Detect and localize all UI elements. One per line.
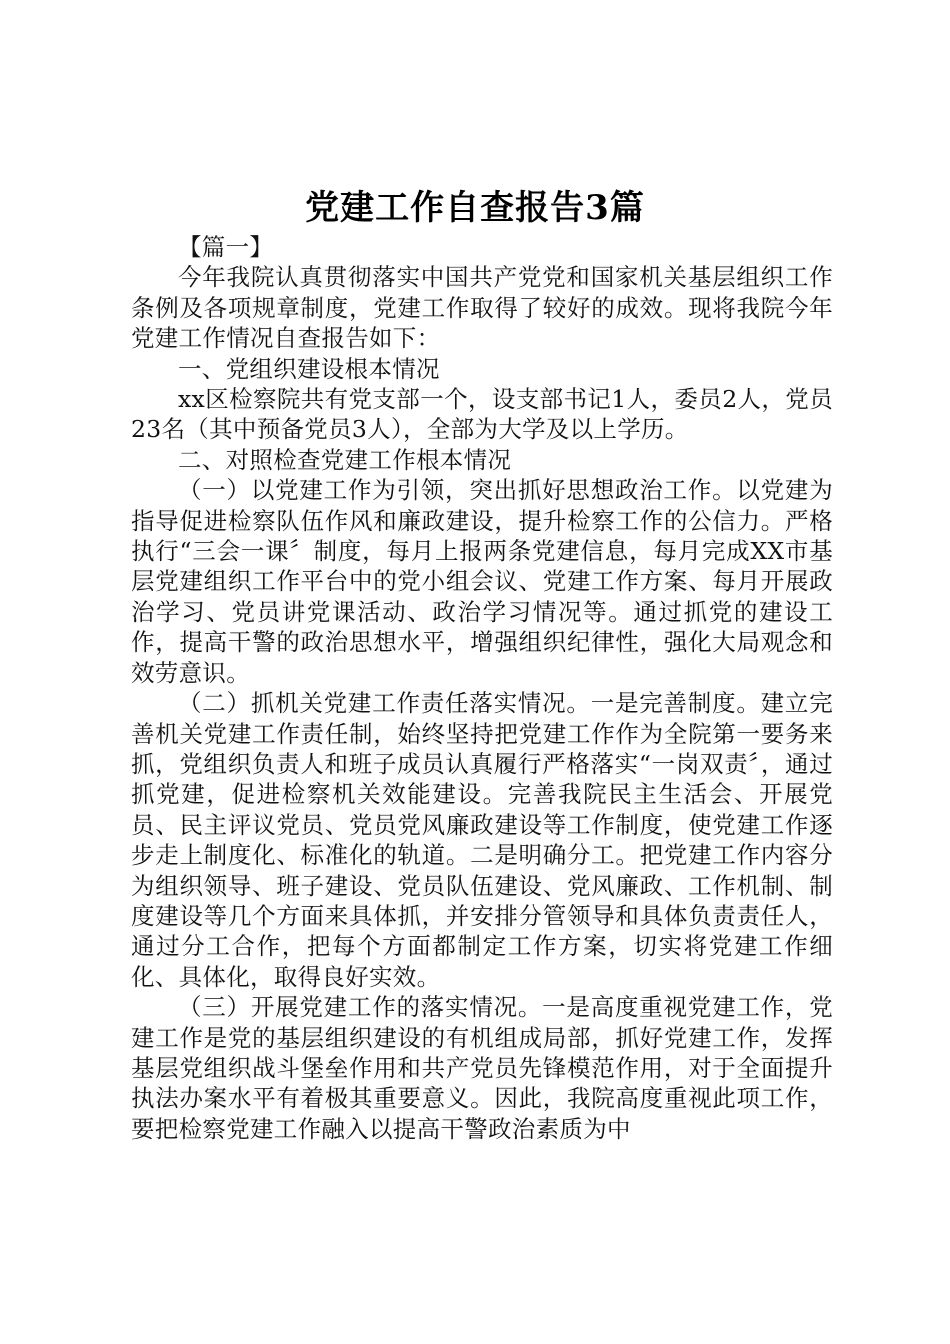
paragraph-item-2: （二）抓机关党建工作责任落实情况。一是完善制度。建立完善机关党建工作责任制，始终坚持把党建工作作为全院第一要务来抓，党组织负责人和班子成员认真履行严格落实“一岗双责〞，通过抓党建，促进检察机关效能建设。完善我院民主生活会、开展党员、民主评议党员、党员党风廉政建设等工作制度，使党建工作逐步走上制度化、标准化的轨道。二是明确分工。把党建工作内容分为组织领导、班子建设、党员队伍建设、党风廉政、工作机制、制度建设等几个方面来具体抓，并安排分管领导和具体负责责任人，通过分工合作，把每个方面都制定工作方案，切实将党建工作细化、具体化，取得良好实效。 <box>131 689 833 991</box>
document-title: 党建工作自查报告3篇 <box>305 188 645 228</box>
paragraph-item-1: （一）以党建工作为引领，突出抓好思想政治工作。以党建为指导促进检察队伍作风和廉政建设，提升检察工作的公信力。严格执行“三会一课〞制度，每月上报两条党建信息，每月完成XX市基层党建组织工作平台中的党小组会议、党建工作方案、每月开展政治学习、党员讲党课活动、政治学习情况等。通过抓党的建设工作，提高干警的政治思想水平，增强组织纪律性，强化大局观念和效劳意识。 <box>131 476 833 687</box>
section-marker: 【篇一】 <box>178 233 274 261</box>
document-body <box>131 232 833 1144</box>
paragraph-item-3: （三）开展党建工作的落实情况。一是高度重视党建工作，党建工作是党的基层组织建设的有机组成局部，抓好党建工作，发挥基层党组织战斗堡垒作用和共产党员先锋模范作用，对于全面提升执法办案水平有着极其重要意义。因此，我院高度重视此项工作，要把检察党建工作融入以提高干警政治素质为中 <box>131 993 833 1143</box>
section-heading-1: 一、党组织建设根本情况 <box>178 354 440 383</box>
section-heading-2: 二、对照检查党建工作根本情况 <box>178 445 512 474</box>
paragraph-org-overview: xx区检察院共有党支部一个，设支部书记1人，委员2人，党员23名（其中预备党员3人），全部为大学及以上学历。 <box>131 385 833 444</box>
paragraph-intro: 今年我院认真贯彻落实中国共产党党和国家机关基层组织工作条例及各项规章制度，党建工作取得了较好的成效。现将我院今年党建工作情况自查报告如下： <box>131 263 833 353</box>
